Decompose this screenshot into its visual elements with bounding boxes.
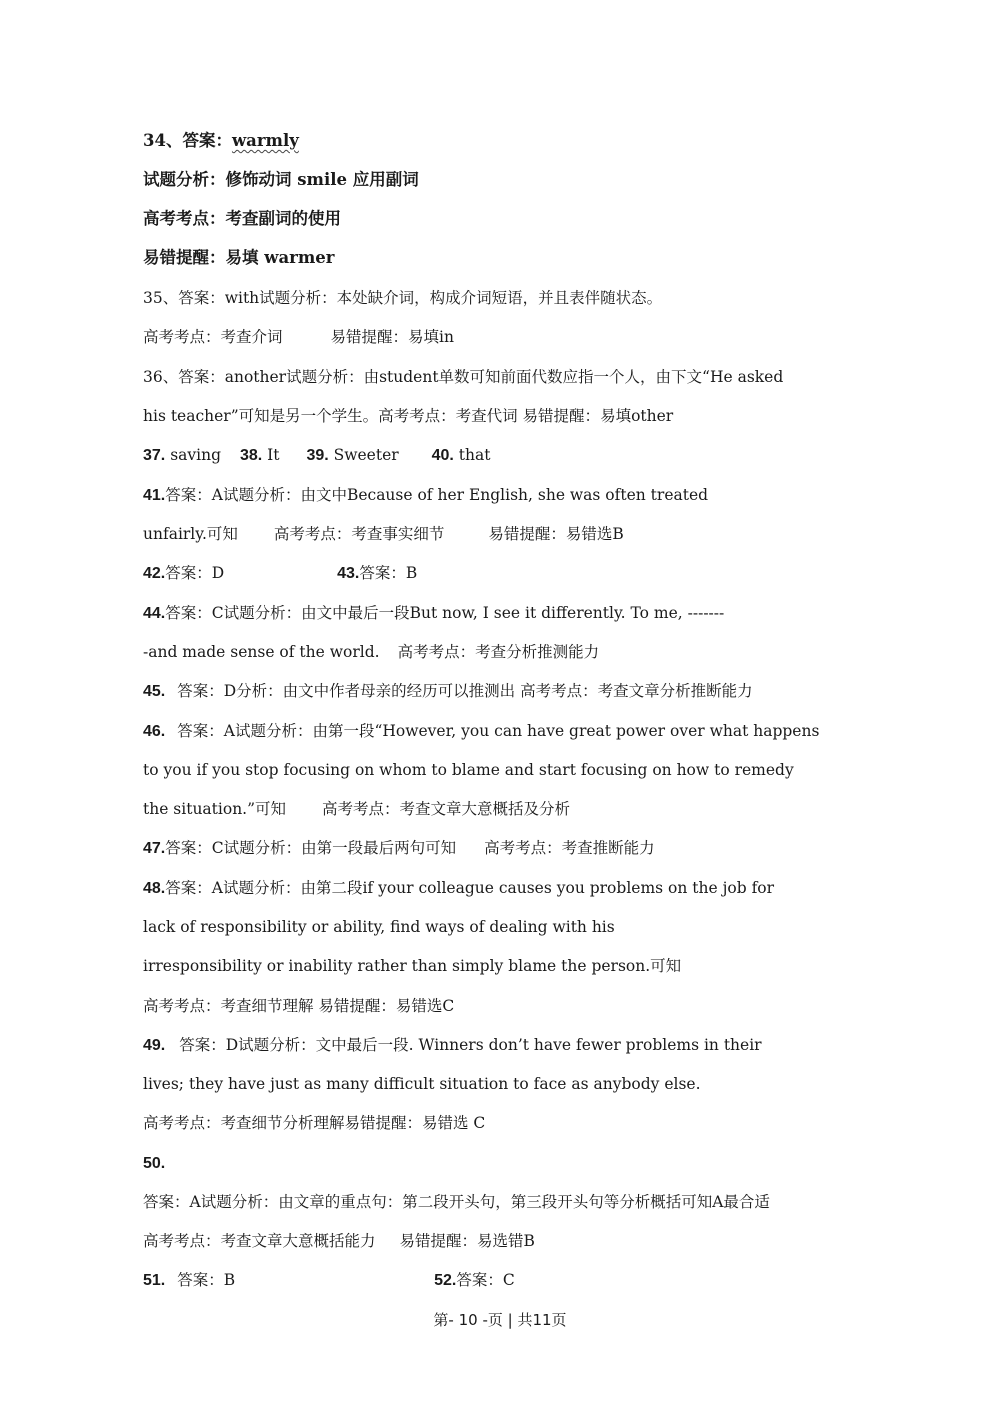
q52-number: 52. (434, 1272, 457, 1289)
q34-exam-point: 高考考点：考查副词的使用 (143, 209, 341, 228)
q51-answer: 答案：B (177, 1271, 236, 1289)
q42-43-line (143, 561, 858, 586)
q39-number: 39. (306, 447, 329, 464)
q41-line-1 (143, 483, 858, 508)
q40-number: 40. (431, 447, 454, 464)
q44-line-1 (143, 601, 858, 626)
q41-mistake-tip: 易错提醒：易错选B (488, 525, 624, 543)
q50-number-line (143, 1151, 858, 1176)
q37-40-line (143, 443, 858, 468)
q46-line-3 (143, 797, 858, 821)
page-footer: 第- 10 -页 | 共11页 (433, 1311, 567, 1329)
q48-line-4: 高考考点：考查细节理解 易错提醒：易错选C (143, 997, 455, 1015)
q35-mistake-tip: 易错提醒：易填in (330, 328, 454, 346)
q48-line-2: lack of responsibility or ability, find ways of dealing with his (143, 918, 615, 936)
q41-text: 答案：A试题分析：由文中Because of her English, she was often treated (165, 486, 709, 504)
q36-line-2: his teacher”可知是另一个学生。高考考点：考查代词 易错提醒：易填other (143, 407, 674, 425)
q41-exam-point: 高考考点：考查事实细节 (273, 525, 445, 543)
q49-line-1 (143, 1033, 858, 1058)
q50-number: 50. (143, 1155, 166, 1172)
q46-text-cont: the situation.”可知 (143, 800, 287, 818)
q38-number: 38. (239, 447, 263, 464)
q46-line-2: to you if you stop focusing on whom to blame and start focusing on how to remedy (143, 761, 794, 779)
q47-text: 答案：C试题分析：由第一段最后两句可知 (165, 839, 457, 857)
q38-answer: It (267, 446, 280, 464)
q36-line-1: 36、答案：another试题分析：由student单数可知前面代数应指一个人，由下文“He asked (143, 368, 784, 386)
q34-mistake-tip: 易错提醒：易填 warmer (143, 248, 335, 267)
q44-exam-point: 高考考点：考查分析推测能力 (397, 643, 600, 661)
q47-line (143, 836, 858, 861)
q37-answer: saving (170, 446, 222, 464)
q50-line-1: 答案：A试题分析：由文章的重点句：第二段开头句，第三段开头句等分析概括可知A最合适 (143, 1193, 770, 1211)
q48-line-3: irresponsibility or inability rather than simply blame the person.可知 (143, 957, 682, 975)
q34-answer: warmly (231, 131, 299, 150)
q39-answer: Sweeter (333, 446, 399, 464)
q50-line-2 (143, 1229, 858, 1253)
q46-exam-point: 高考考点：考查文章大意概括及分析 (322, 800, 571, 818)
q45-number: 45. (143, 683, 166, 700)
q45-line (143, 679, 858, 704)
q35-line-1: 35、答案：with试题分析：本处缺介词，构成介词短语，并且表伴随状态。 (143, 289, 663, 307)
q48-text: 答案：A试题分析：由第二段if your colleague causes you problems on the job for (165, 879, 775, 897)
q43-answer: 答案：B (359, 564, 418, 582)
q41-number: 41. (143, 487, 166, 504)
q44-text-cont: -and made sense of the world. (143, 643, 380, 661)
q43-number: 43. (337, 565, 360, 582)
q34-analysis: 试题分析：修饰动词 smile 应用副词 (143, 170, 419, 189)
q46-text: 答案：A试题分析：由第一段“However, you can have great power over what happens (177, 722, 820, 740)
q41-line-2 (143, 522, 858, 546)
q50-mistake-tip: 易错提醒：易选错B (399, 1232, 535, 1250)
q49-line-2: lives; they have just as many difficult situation to face as anybody else. (143, 1075, 701, 1093)
q37-number: 37. (143, 447, 166, 464)
q47-number: 47. (143, 840, 166, 857)
q34-label: 34、答案： (143, 131, 232, 150)
q35-exam-point: 高考考点：考查介词 (143, 328, 283, 346)
q40-answer: that (458, 446, 491, 464)
q47-exam-point: 高考考点：考查推断能力 (484, 839, 655, 857)
q48-line-1 (143, 876, 858, 901)
q44-line-2 (143, 640, 858, 664)
q50-exam-point: 高考考点：考查文章大意概括能力 (143, 1232, 376, 1250)
q51-52-line (143, 1268, 858, 1293)
q51-number: 51. (143, 1272, 166, 1289)
q48-number: 48. (143, 880, 166, 897)
q49-number: 49. (143, 1037, 166, 1054)
q52-answer: 答案：C (456, 1271, 515, 1289)
q42-answer: 答案：D (165, 564, 225, 582)
q35-line-2 (143, 325, 858, 349)
q41-text-cont: unfairly.可知 (143, 525, 238, 543)
q46-line-1 (143, 719, 858, 744)
q45-text: 答案：D分析：由文中作者母亲的经历可以推测出 高考考点：考查文章分析推断能力 (177, 682, 753, 700)
q34-answer-line (143, 129, 858, 153)
q44-number: 44. (143, 605, 166, 622)
q46-number: 46. (143, 723, 166, 740)
q44-text: 答案：C试题分析：由文中最后一段But now, I see it differently. To me, ------- (165, 604, 725, 622)
q49-line-3: 高考考点：考查细节分析理解易错提醒：易错选 C (143, 1114, 486, 1132)
q49-text: 答案：D试题分析：文中最后一段. Winners don’t have fewer problems in their (179, 1036, 762, 1054)
q42-number: 42. (143, 565, 166, 582)
